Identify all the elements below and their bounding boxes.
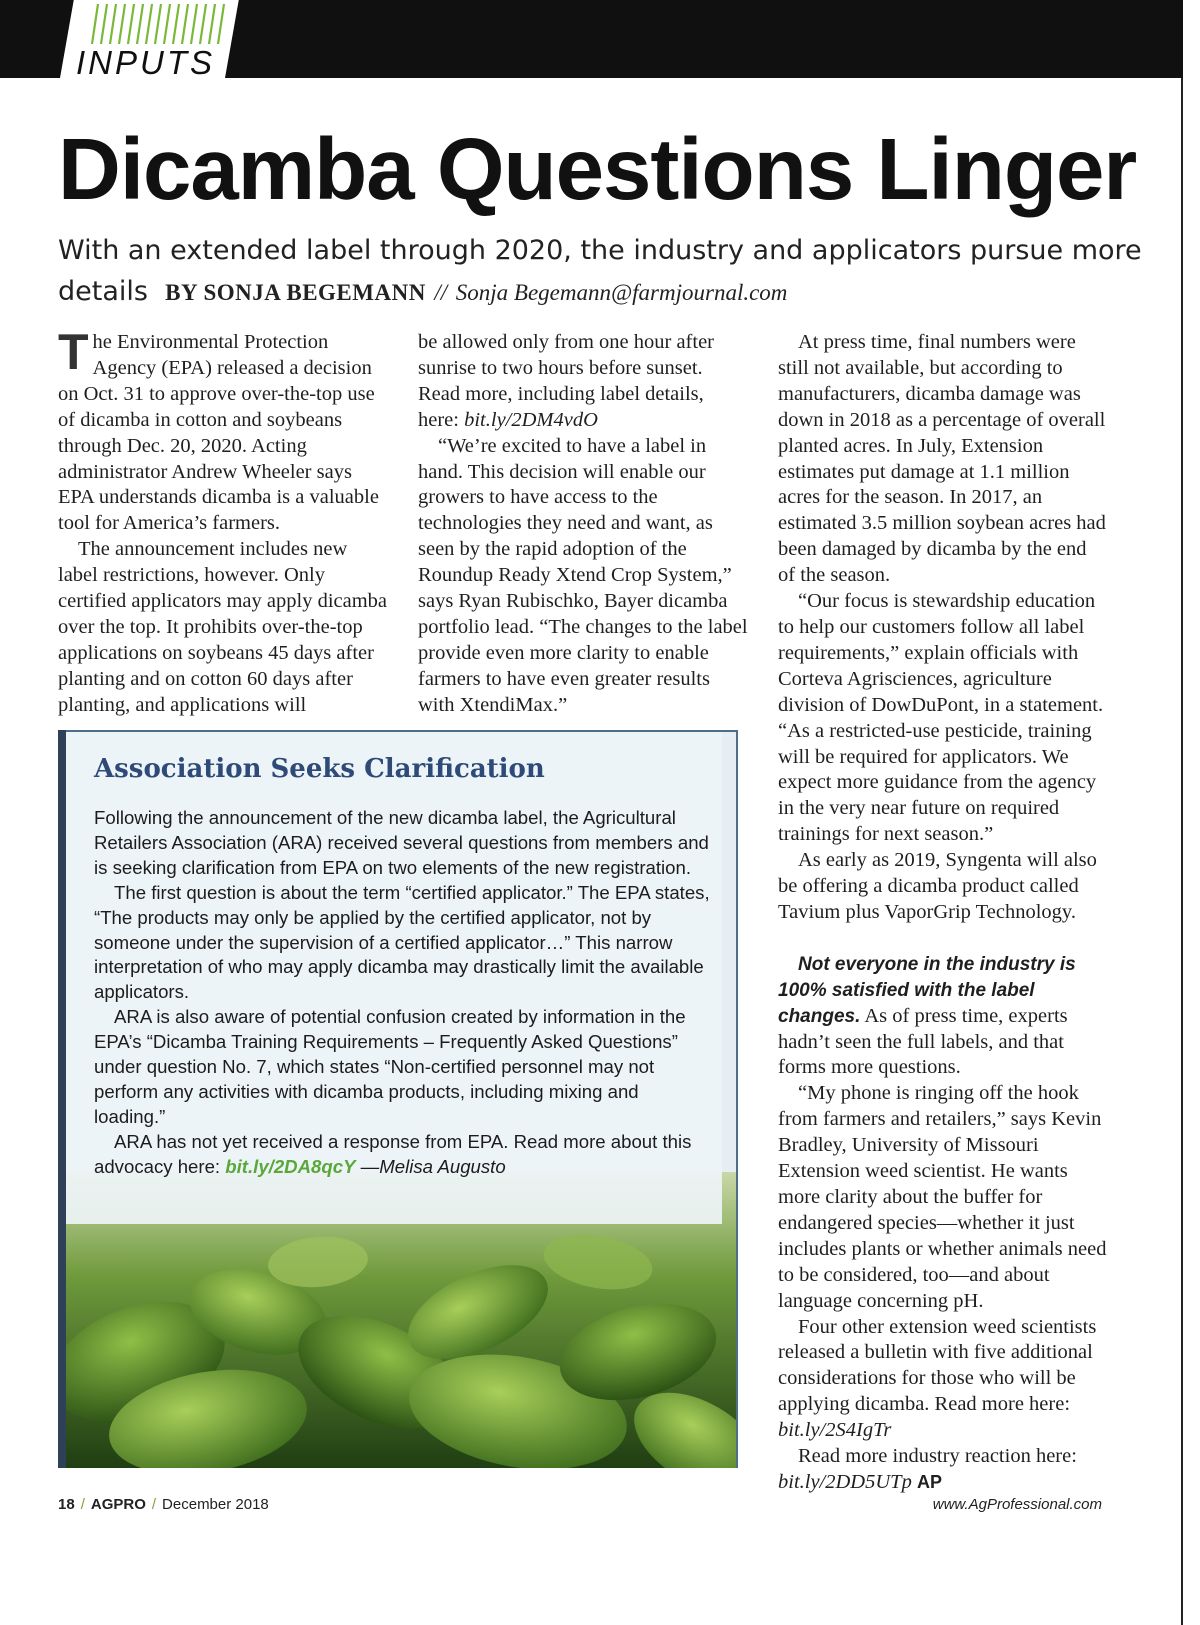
paragraph: The Environmental Protection Agency (EPA) released a decision on Oct. 31 to approve over-the-top use of dicamba in cotton and soybeans through Dec. 20, 2020. Acting administrator Andrew Wheeler says EPA understands dicamba is a valuable tool for America’s farmers. <box>58 324 379 535</box>
footer-folio: 18 / AGPRO / December 2018 <box>58 1496 269 1513</box>
article-column-1 <box>58 324 388 719</box>
paragraph: “My phone is ringing off the hook from farmers and retailers,” says Kevin Bradley, University of Missouri Extension weed scientist. He wants more clarity about the buffer for endangered species—whether it just includes plants or whether animals need to be considered, too—and about language concerning pH. <box>778 1082 1107 1312</box>
author-email[interactable]: Sonja Begemann@farmjournal.com <box>455 280 788 305</box>
paragraph: The announcement includes new label restrictions, however. Only certified applicators may apply dicamba over the top. It prohibits over-the-top applications on soybeans 45 days after planting and on cotton 60 days after planting, and applications will <box>58 538 388 716</box>
sidebar-body <box>94 806 714 1180</box>
footer-website[interactable]: www.AgProfessional.com <box>932 1496 1102 1513</box>
sidebar-title: Association Seeks Clarification <box>94 754 545 784</box>
paragraph: Read more industry reaction here: bit.ly/2DD5UTp AP <box>778 1445 1077 1493</box>
link-bulletin[interactable]: bit.ly/2S4IgTr <box>778 1419 892 1442</box>
article-column-2 <box>418 330 748 719</box>
drop-cap: T <box>58 324 89 380</box>
lead-in: Not everyone in the industry is 100% satisfied with the label changes. <box>778 953 1076 1027</box>
sidebar-accent-bar <box>58 730 66 1468</box>
link-advocacy[interactable]: bit.ly/2DA8qcY <box>225 1155 356 1177</box>
issue-date: December 2018 <box>162 1496 269 1513</box>
section-label: INPUTS <box>76 44 216 81</box>
sidebar-paragraph: ARA has not yet received a response from EPA. Read more about this advocacy here: bit.ly/2DA8qcY —Melisa Augusto <box>94 1130 692 1177</box>
headline: Dicamba Questions Linger <box>58 121 1137 218</box>
paragraph: “We’re excited to have a label in hand. This decision will enable our growers to have access to the technologies they need and want, as seen by the rapid adoption of the Roundup Ready Xtend Crop System,” says Ryan Rubischko, Bayer dicamba portfolio lead. “The changes to the label provide even more clarity to enable farmers to have even greater results with XtendiMax.” <box>418 434 748 716</box>
sidebar-author: —Melisa Augusto <box>360 1155 506 1177</box>
sidebar-paragraph: ARA is also aware of potential confusion created by information in the EPA’s “Dicamba Training Requirements – Frequently Asked Questions” under question No. 7, which states “Non-certified personnel may not perform any activities with dicamba products, including mixing and loading.” <box>94 1006 686 1127</box>
byline: BY SONJA BEGEMANN <box>165 280 426 305</box>
stripe-decoration-icon <box>88 4 238 44</box>
page-edge-rule <box>1181 78 1183 1625</box>
byline-separator: // <box>434 280 448 305</box>
dek <box>58 230 1168 313</box>
end-mark: AP <box>916 1471 942 1492</box>
paragraph: “Our focus is stewardship education to help our customers follow all label requirements,” explain officials with Corteva Agrisciences, agriculture division of DowDuPont, in a statement. “As a restricted-use pesticide, training will be required for applicators. We expect more guidance from the agency in the very near future on required trainings for next season.” <box>778 590 1104 846</box>
paragraph: As early as 2019, Syngenta will also be offering a dicamba product called Tavium plus VaporGrip Technology. <box>778 849 1097 923</box>
sidebar-paragraph: The first question is about the term “certified applicator.” The EPA states, “The products may only be applied by the certified applicator, not by someone under the supervision of a certified applicator…” This narrow interpretation of who may apply dicamba may drastically limit the available applicators. <box>94 881 710 1003</box>
paragraph: At press time, final numbers were still not available, but according to manufacturers, dicamba damage was down in 2018 as a percentage of overall planted acres. In July, Extension estimates put damage at 1.1 million acres for the season. In 2017, an estimated 3.5 million soybean acres had been damaged by dicamba by the end of the season. <box>778 331 1106 587</box>
paragraph: Four other extension weed scientists released a bulletin with five additional considerations for those who will be applying dicamba. Read more here: bit.ly/2S4IgTr <box>778 1315 1097 1442</box>
sidebar-paragraph: Following the announcement of the new dicamba label, the Agricultural Retailers Association (ARA) received several questions from members and is seeking clarification from EPA on two elements of the new registration. <box>94 807 709 878</box>
magazine-name: AGPRO <box>90 1496 146 1513</box>
article-column-3 <box>778 330 1108 1496</box>
link-industry-reaction[interactable]: bit.ly/2DD5UTp <box>778 1470 912 1493</box>
paragraph: Not everyone in the industry is 100% satisfied with the label changes. As of press time, experts hadn’t seen the full labels, and that forms more questions. <box>778 953 1076 1079</box>
dek-text: With an extended label through 2020, the industry and applicators pursue more details <box>58 235 1142 307</box>
page-number: 18 <box>58 1496 75 1513</box>
paragraph: be allowed only from one hour after sunrise to two hours before sunset. Read more, including label details, here: bit.ly/2DM4vdO <box>418 331 715 431</box>
link-label-details[interactable]: bit.ly/2DM4vdO <box>464 408 598 431</box>
sidebar-box <box>58 730 738 1468</box>
